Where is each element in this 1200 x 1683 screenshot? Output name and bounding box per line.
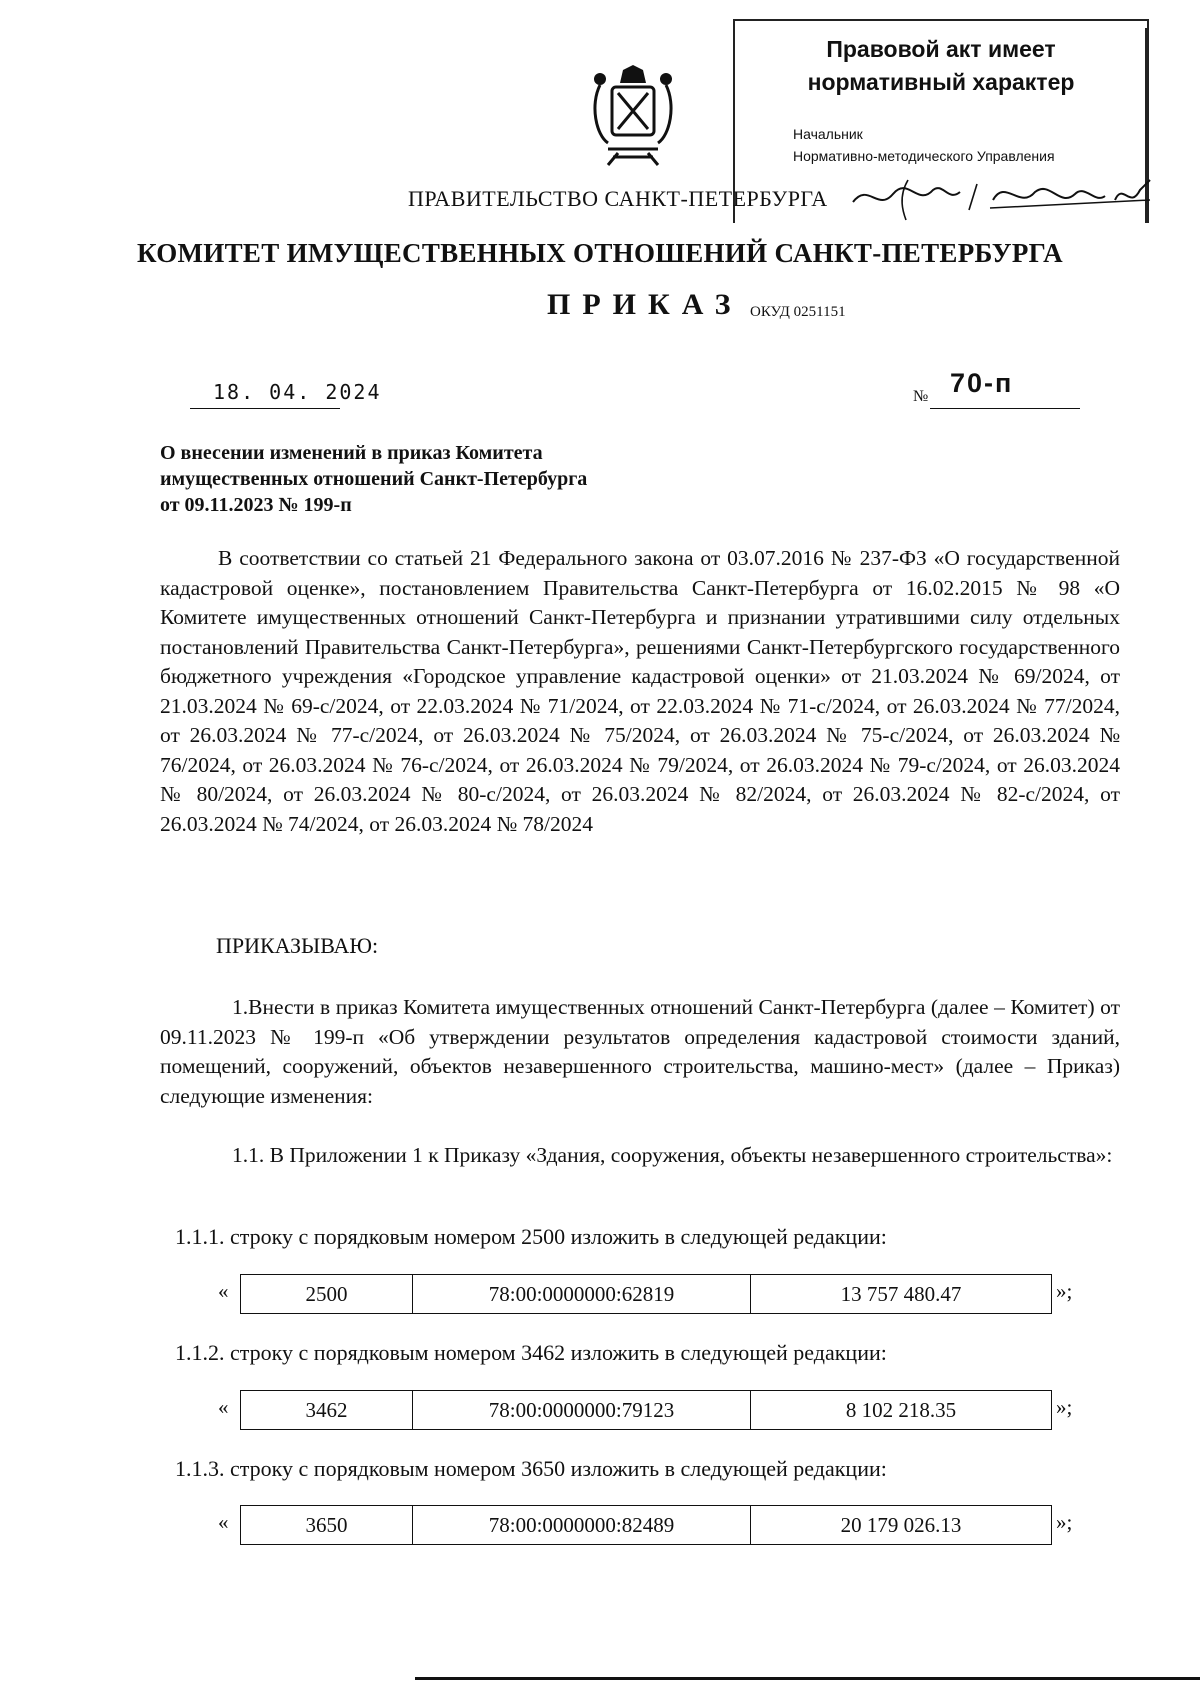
order-number: 70-п bbox=[950, 368, 1014, 398]
cadastral-value-cell: 13 757 480.47 bbox=[840, 1281, 962, 1306]
document-type: ПРИКАЗ bbox=[547, 288, 743, 321]
stamp-title bbox=[735, 33, 1147, 99]
stamp-position-line1: Начальник bbox=[793, 126, 863, 142]
quote-open: « bbox=[218, 1279, 229, 1303]
cadastral-number-cell: 78:00:0000000:62819 bbox=[413, 1275, 751, 1313]
subject-line2: имущественных отношений Санкт-Петербурга bbox=[160, 468, 588, 490]
signature-initials bbox=[848, 172, 968, 222]
row-number-cell: 3650 bbox=[241, 1506, 413, 1544]
item-1-1-1: 1.1.1. строку с порядковым номером 2500 изложить в следующей редакции: bbox=[175, 1224, 887, 1249]
order-date: 18. 04. 2024 bbox=[213, 380, 382, 404]
order-subject bbox=[160, 440, 720, 518]
preamble-paragraph: В соответствии со статьей 21 Федерального закона от 03.07.2016 № 237-ФЗ «О государственной кадастровой оценке», постановлением Правительства Санкт-Петербурга от 16.02.2015 № 98 «О Комитете имущественных отношений Санкт-Петербурга и признании утратившими силу отдельных постановлений Правительства Санкт-Петербурга», решениями Санкт-Петербургского государственного бюджетного учреждения «Городское управление кадастровой оценки» от 21.03.2024 № 69/2024, от 21.03.2024 № 69-с/2024, от 22.03.2024 № 71/2024, от 22.03.2024 № 71-с/2024, от 26.03.2024 № 77/2024, от 26.03.2024 № 77-с/2024, от 26.03.2024 № 75/2024, от 26.03.2024 № 75-с/2024, от 26.03.2024 № 76/2024, от 26.03.2024 № 76-с/2024, от 26.03.2024 № 79/2024, от 26.03.2024 № 79-с/2024, от 26.03.2024 № 80/2024, от 26.03.2024 № 80-с/2024, от 26.03.2024 № 82/2024, от 26.03.2024 № 82-с/2024, от 26.03.2024 № 74/2024, от 26.03.2024 № 78/2024 bbox=[160, 546, 1120, 836]
stamp-title-line1: Правовой акт имеет bbox=[826, 36, 1056, 62]
item-1-1-3: 1.1.3. строку с порядковым номером 3650 изложить в следующей редакции: bbox=[175, 1456, 887, 1481]
quote-open: « bbox=[218, 1510, 229, 1534]
okud-code: ОКУД 0251151 bbox=[750, 304, 846, 320]
item-1-1-paragraph: 1.1. В Приложении 1 к Приказу «Здания, сооружения, объекты незавершенного строительства»: bbox=[232, 1143, 1113, 1167]
subject-line1: О внесении изменений в приказ Комитета bbox=[160, 442, 543, 464]
quote-close: »; bbox=[1056, 1510, 1073, 1534]
quote-open: « bbox=[218, 1395, 229, 1419]
row-number-cell: 2500 bbox=[241, 1275, 413, 1313]
coat-of-arms-icon bbox=[588, 65, 678, 170]
cadastral-number-cell: 78:00:0000000:82489 bbox=[413, 1506, 751, 1544]
orders-heading: ПРИКАЗЫВАЮ: bbox=[216, 933, 379, 958]
row-cells bbox=[240, 1274, 1052, 1314]
signature-surname bbox=[965, 170, 1155, 222]
quote-close: »; bbox=[1056, 1395, 1073, 1419]
bottom-divider bbox=[415, 1677, 1200, 1680]
committee-title: КОМИТЕТ ИМУЩЕСТВЕННЫХ ОТНОШЕНИЙ САНКТ-ПЕТЕРБУРГА bbox=[137, 238, 1063, 268]
stamp-position-line2: Нормативно-методического Управления bbox=[793, 148, 1055, 164]
item-1-1-2: 1.1.2. строку с порядковым номером 3462 изложить в следующей редакции: bbox=[175, 1340, 887, 1365]
row-number-cell: 3462 bbox=[241, 1391, 413, 1429]
cadastral-number-cell: 78:00:0000000:79123 bbox=[413, 1391, 751, 1429]
cadastral-value-cell: 20 179 026.13 bbox=[840, 1512, 962, 1537]
stamp-title-line2: нормативный характер bbox=[807, 69, 1075, 95]
government-title: ПРАВИТЕЛЬСТВО САНКТ-ПЕТЕРБУРГА bbox=[408, 186, 828, 211]
row-cells bbox=[240, 1390, 1052, 1430]
date-underline bbox=[190, 408, 340, 409]
cadastral-value-cell: 8 102 218.35 bbox=[845, 1397, 957, 1422]
quote-close: »; bbox=[1056, 1279, 1073, 1303]
subject-line3: от 09.11.2023 № 199-п bbox=[160, 494, 352, 516]
number-sign: № bbox=[913, 388, 929, 405]
item-1-paragraph: 1.Внести в приказ Комитета имущественных отношений Санкт-Петербурга (далее – Комитет) от 09.11.2023 № 199-п «Об утверждении результатов определения кадастровой стоимости зданий, помещений, сооружений, объектов незавершенного строительства, машино-мест» (далее – Приказ) следующие изменения: bbox=[160, 995, 1120, 1108]
row-cells bbox=[240, 1505, 1052, 1545]
number-underline bbox=[930, 408, 1080, 409]
